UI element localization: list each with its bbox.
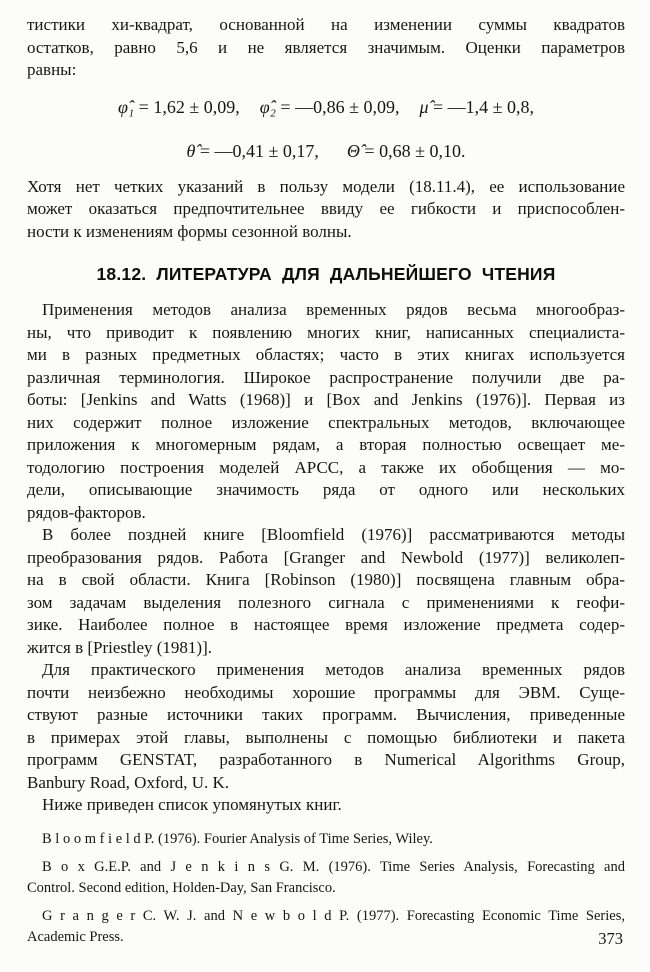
paragraph-literature-overview	[27, 299, 625, 524]
text-line: может оказаться предпочтительнее ввиду ее гибкости и приспособлен-	[27, 199, 625, 218]
text-line: тистики хи-квадрат, основанной на изменении суммы квадратов	[27, 15, 625, 34]
text-line: Control. Second edition, Holden-Day, San Francisco.	[27, 879, 336, 896]
text-line: преобразования рядов. Работа [Granger and Newbold (1977)] великолеп-	[27, 547, 625, 567]
text-line: на в свой области. Книга [Robinson (1980)] посвящена главным обра-	[27, 570, 625, 589]
text-line: Для практического применения методов анализа временных рядов	[42, 660, 625, 679]
text-line: тодологию построения моделей АРСС, а также их обобщения — мо-	[27, 457, 625, 477]
formula-variable: μ̂	[419, 96, 429, 117]
formula-block	[27, 94, 625, 164]
formula-row-1	[27, 94, 625, 120]
bibliography-entry-granger-newbold	[27, 906, 625, 948]
text-line: программ GENSTAT, разработанного в Numerical Algorithms Group,	[27, 750, 625, 769]
formula-phi2	[260, 94, 400, 120]
text-line: Academic Press.	[27, 928, 124, 945]
paragraph-chi-square	[27, 14, 625, 82]
text-line: Ниже приведен список упомянутых книг.	[42, 795, 342, 814]
bibliography-entry-box-jenkins	[27, 857, 625, 899]
text-line: Хотя нет четких указаний в пользу модели (18.11.4), ее использование	[27, 176, 625, 196]
text-line: B l o o m f i e l d P. (1976). Fourier Analysis of Time Series, Wiley.	[42, 830, 433, 847]
text-line: Применения методов анализа временных рядов весьма многообраз-	[42, 300, 625, 319]
formula-variable: φ̂₁	[117, 96, 135, 117]
formula-variable: θ̂	[186, 140, 196, 161]
text-line: B o x G.E.P. and J e n k i n s G. M. (1976). Time Series Analysis, Forecasting and	[42, 858, 625, 875]
text-line: почти неизбежно необходимы хорошие программы для ЭВМ. Суще-	[27, 682, 625, 702]
text-line: ми в разных предметных областях; часто в этих книгах используется	[27, 345, 625, 364]
text-line: них содержит полное изложение спектральных методов, включающее	[27, 412, 625, 432]
paragraph-software	[27, 659, 625, 794]
formula-variable: Θ̂	[346, 140, 360, 161]
text-line: дели, описывающие значимость ряда от одного или нескольких	[27, 480, 625, 499]
page-number: 373	[598, 929, 623, 948]
text-line: равны:	[27, 60, 77, 79]
text-line: G r a n g e r C. W. J. and N e w b o l d P. (1977). Forecasting Economic Time Series,	[42, 907, 625, 924]
text-line: ны, что приводит к появлению многих книг, написанных специалиста-	[27, 322, 625, 342]
text-line: остатков, равно 5,6 и не является значимым. Оценки параметров	[27, 37, 625, 57]
section-heading: 18.12. ЛИТЕРАТУРА ДЛЯ ДАЛЬНЕЙШЕГО ЧТЕНИЯ	[96, 264, 556, 284]
formula-value: = —0,86 ± 0,09,	[275, 96, 400, 117]
formula-phi1	[118, 94, 240, 120]
formula-value: = 0,68 ± 0,10.	[359, 140, 466, 161]
formula-theta	[187, 138, 319, 164]
text-line: боты: [Jenkins and Watts (1968)] и [Box and Jenkins (1976)]. Первая из	[27, 390, 625, 409]
text-line: приложения к многомерным рядам, а вторая полностью освещает ме-	[27, 435, 625, 454]
formula-mu	[419, 94, 534, 120]
paragraph-model-choice	[27, 176, 625, 244]
bibliography-entry-bloomfield	[27, 829, 625, 850]
text-line: зом задачам выделения полезного сигнала с применениями к геофи-	[27, 592, 625, 612]
formula-variable: φ̂₂	[259, 96, 276, 117]
formula-value: = —0,41 ± 0,17,	[195, 140, 319, 161]
text-line: различная терминология. Широкое распространение получили две ра-	[27, 367, 625, 387]
text-line: В более поздней книге [Bloomfield (1976)] рассматриваются методы	[42, 525, 625, 544]
formula-row-2	[27, 138, 625, 164]
paragraph-recent-books	[27, 524, 625, 659]
text-line: ствуют разные источники таких программ. Вычисления, приведенные	[27, 705, 625, 724]
formula-capital-theta	[347, 138, 466, 164]
text-line: ности к изменениям формы сезонной волны.	[27, 221, 352, 241]
formula-value: = 1,62 ± 0,09,	[134, 96, 240, 117]
text-line: жится в [Priestley (1981)].	[27, 637, 213, 657]
paragraph-book-list-intro	[27, 794, 625, 817]
formula-value: = —1,4 ± 0,8,	[428, 96, 535, 117]
text-line: в примерах этой главы, выполнены с помощью библиотеки и пакета	[27, 727, 625, 747]
text-line: зике. Наиболее полное в настоящее время изложение предмета содер-	[27, 615, 625, 634]
text-line: рядов-факторов.	[27, 502, 146, 522]
text-line: Banbury Road, Oxford, U. K.	[27, 772, 230, 792]
